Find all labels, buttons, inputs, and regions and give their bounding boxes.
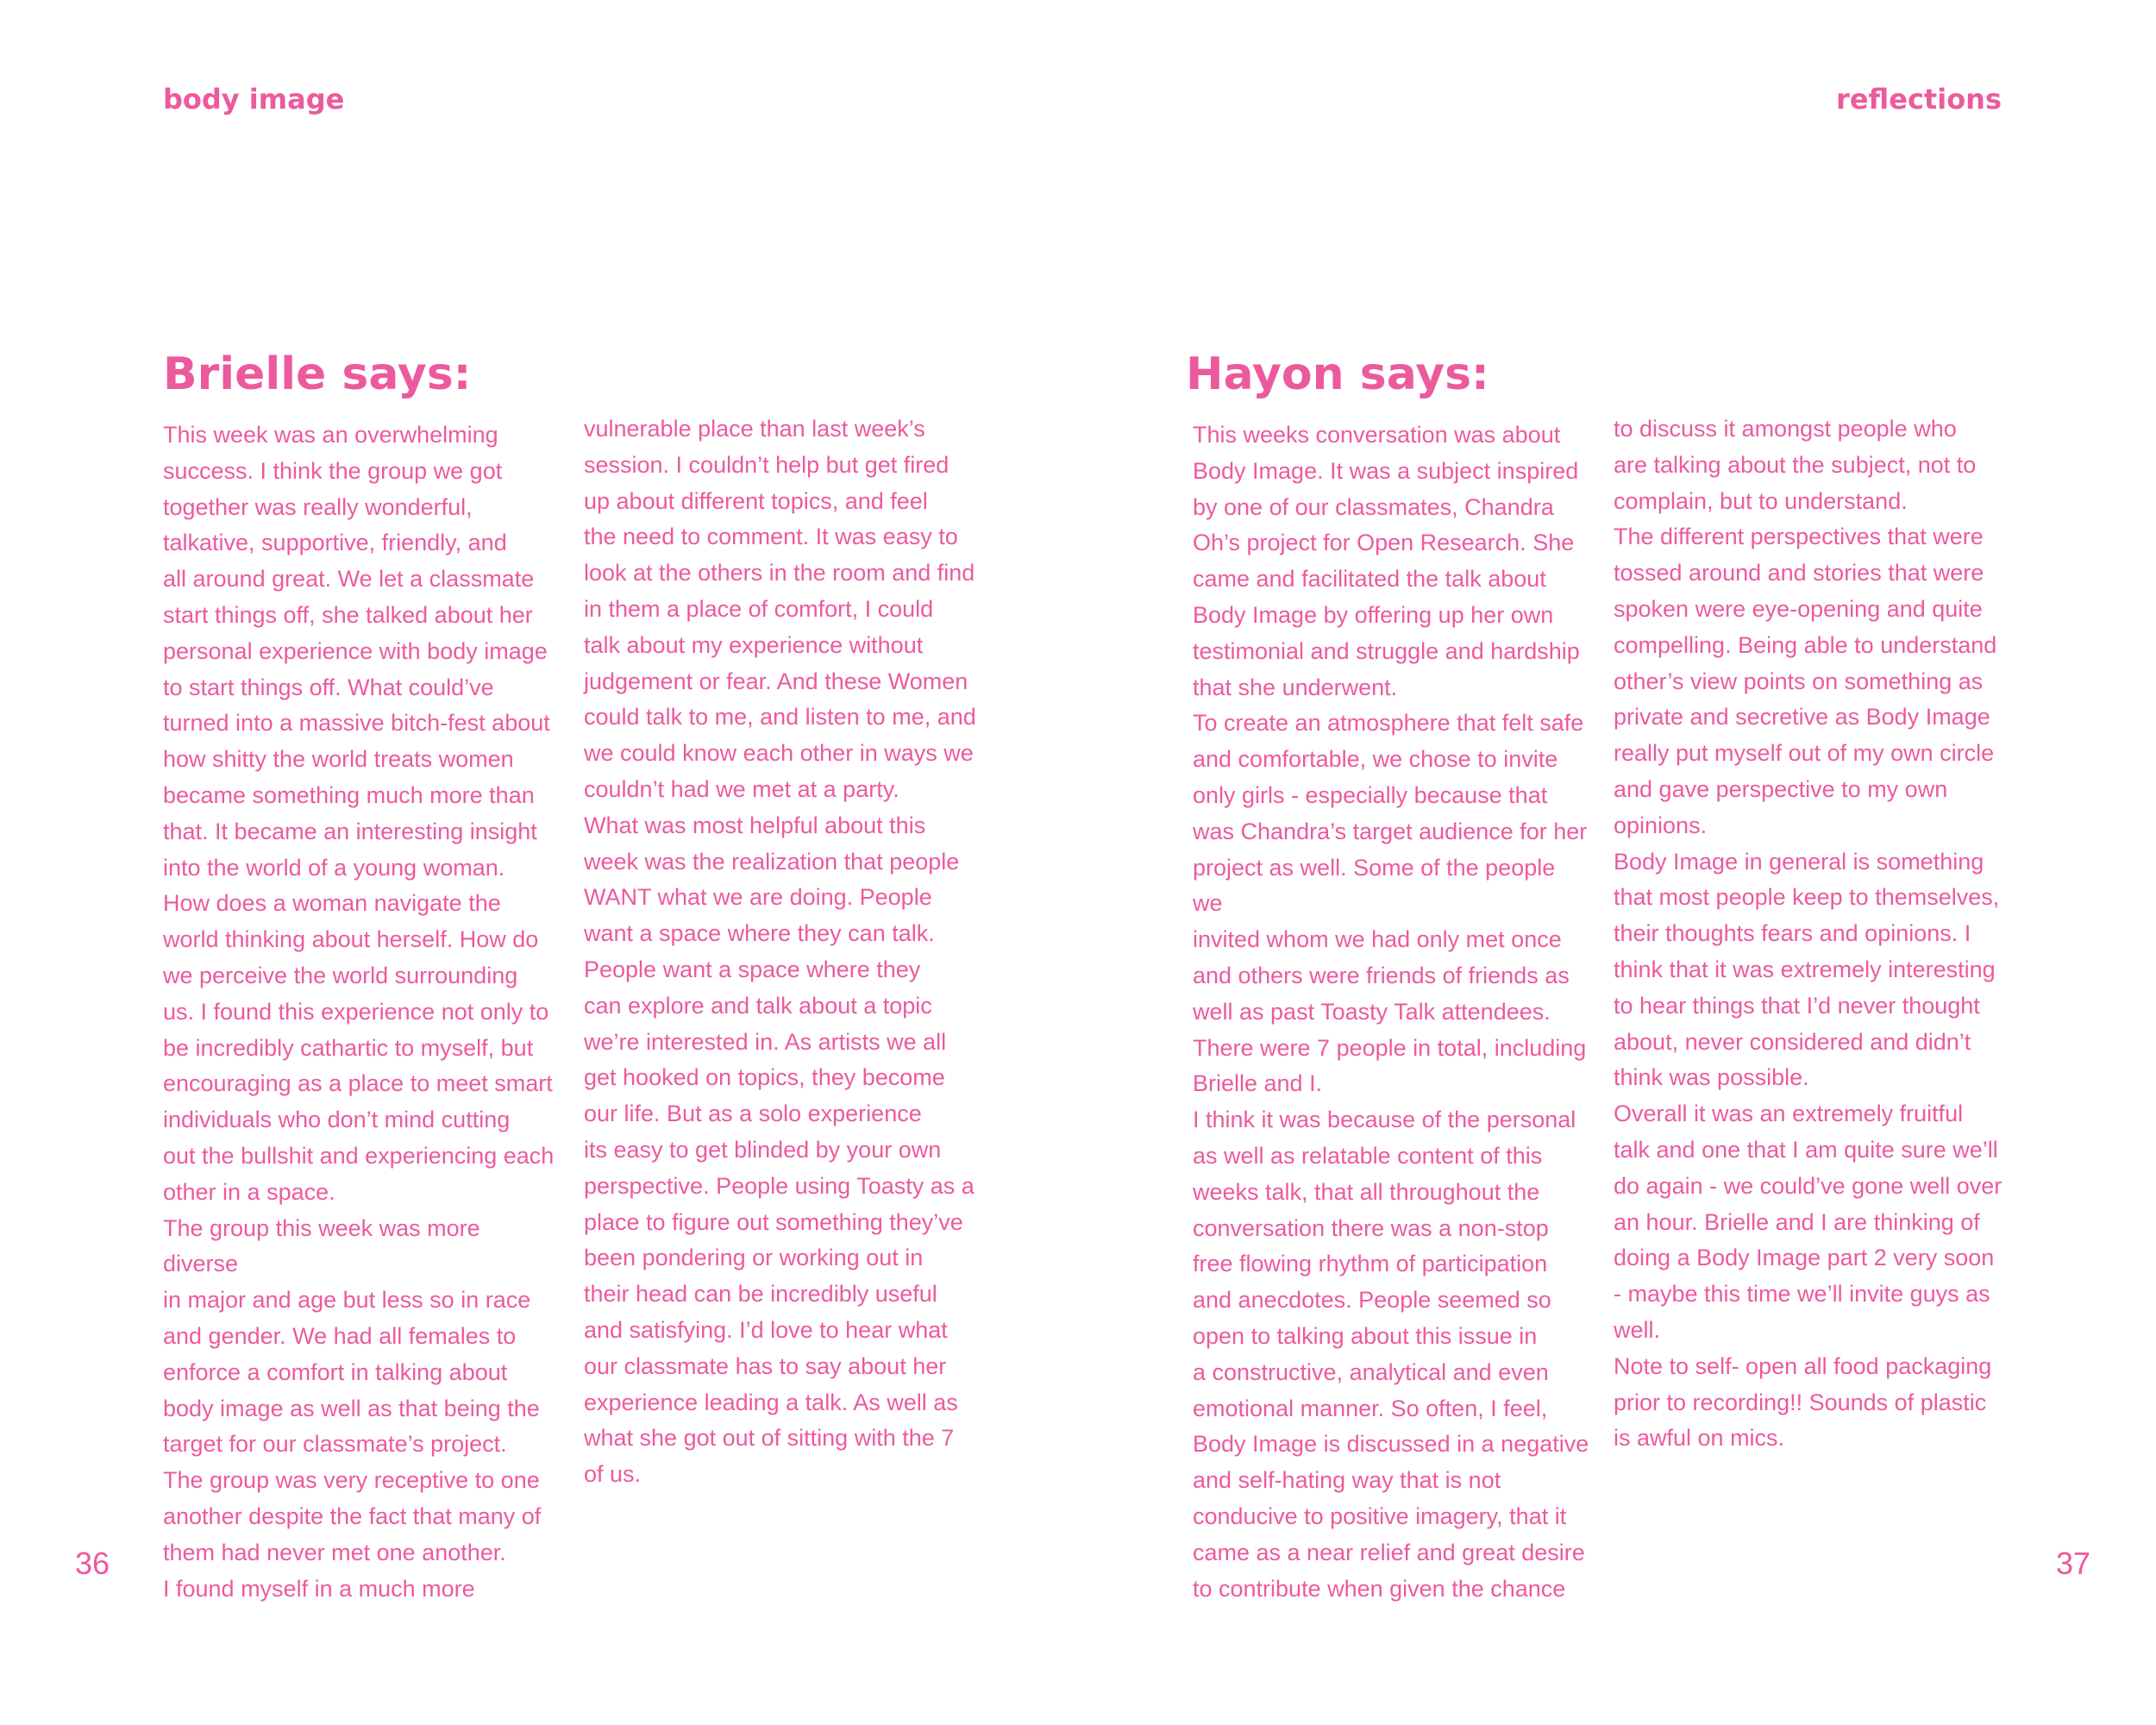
page-number-right: 37 [2055, 1546, 2090, 1581]
brielle-heading: Brielle says: [163, 348, 472, 400]
hayon-column-1: This weeks conversation was about Body Image. It was a subject inspired by one of our classmates, Chandra Oh’s project for Open Research. She came and facilitated the talk about Body Image by offering up her own testimonial and struggle and hardship that she underwent. To create an atmosphere that felt safe and comfortable, we chose to invite only girls - especially because that was Chandra’s target audience for her project as well. Some of the people we invited whom we had only met once and others were friends of friends as well as past Toasty Talk attendees. There were 7 people in total, including Brielle and I. I think it was because of the personal as well as relatable content of this weeks talk, that all throughout the conversation there was a non-stop free flowing rhythm of participation and anecdotes. People seemed so open to talking about this issue in a constructive, analytical and even emotional manner. So often, I feel, Body Image is discussed in a negative and self-hating way that is not conducive to positive imagery, that it came as a near relief and great desire to contribute when given the chance [1193, 422, 1589, 1602]
running-header-left: body image [163, 83, 345, 116]
hayon-column-2: to discuss it amongst people who are talking about the subject, not to complain, but to understand. The different perspectives that were tossed around and stories that were spoken were eye-opening and quite compelling. Being able to understand other’s view points on something as private and secretive as Body Image really put myself out of my own circle and gave perspective to my own opinions. Body Image in general is something that most people keep to themselves, their thoughts fears and opinions. I think that it was extremely interesting to hear things that I’d never thought about, never considered and didn’t think was possible. Overall it was an extremely fruitful talk and one that I am quite sure we’ll do again - we could’ve gone well over an hour. Brielle and I are thinking of doing a Body Image part 2 very soon - maybe this time we’ll invite guys as well. Note to self- open all food packaging prior to recording!! Sounds of plastic is awful on mics. [1614, 416, 2002, 1452]
hayon-heading: Hayon says: [1186, 348, 1489, 400]
brielle-column-2: vulnerable place than last week’s session. I couldn’t help but get fired up about different topics, and feel the need to comment. It was easy to look at the others in the room and find in them a place of comfort, I could talk about my experience without judgement or fear. And these Women could talk to me, and listen to me, and we could know each other in ways we couldn’t had we met at a party. What was most helpful about this week was the realization that people WANT what we are doing. People want a space where they can talk. People want a space where they can explore and talk about a topic we’re interested in. As artists we all get hooked on topics, they become our life. But as a solo experience its easy to get blinded by your own perspective. People using Toasty as a place to figure out something they’ve been pondering or working out in their head can be incredibly useful and satisfying. I’d love to hear what our classmate has to say about her experience leading a talk. As well as what she got out of sitting with the 7 of us. [584, 416, 976, 1488]
page-number-left: 36 [75, 1546, 110, 1581]
brielle-column-1: This week was an overwhelming success. I think the group we got together was really wonderful, talkative, supportive, friendly, and all around great. We let a classmate start things off, she talked about her personal experience with body image to start things off. What could’ve turned into a massive bitch-fest about how shitty the world treats women became something much more than that. It became an interesting insight into the world of a young woman. How does a woman navigate the world thinking about herself. How do we perceive the world surrounding us. I found this experience not only to be incredibly cathartic to myself, but encouraging as a place to meet smart individuals who don’t mind cutting out the bullshit and experiencing each other in a space. The group this week was more diverse in major and age but less so in race and gender. We had all females to enforce a comfort in talking about body image as well as that being the target for our classmate’s project. The group was very receptive to one another despite the fact that many of them had never met one another. I found myself in a much more [163, 422, 555, 1602]
running-header-right: reflections [1836, 83, 2002, 116]
